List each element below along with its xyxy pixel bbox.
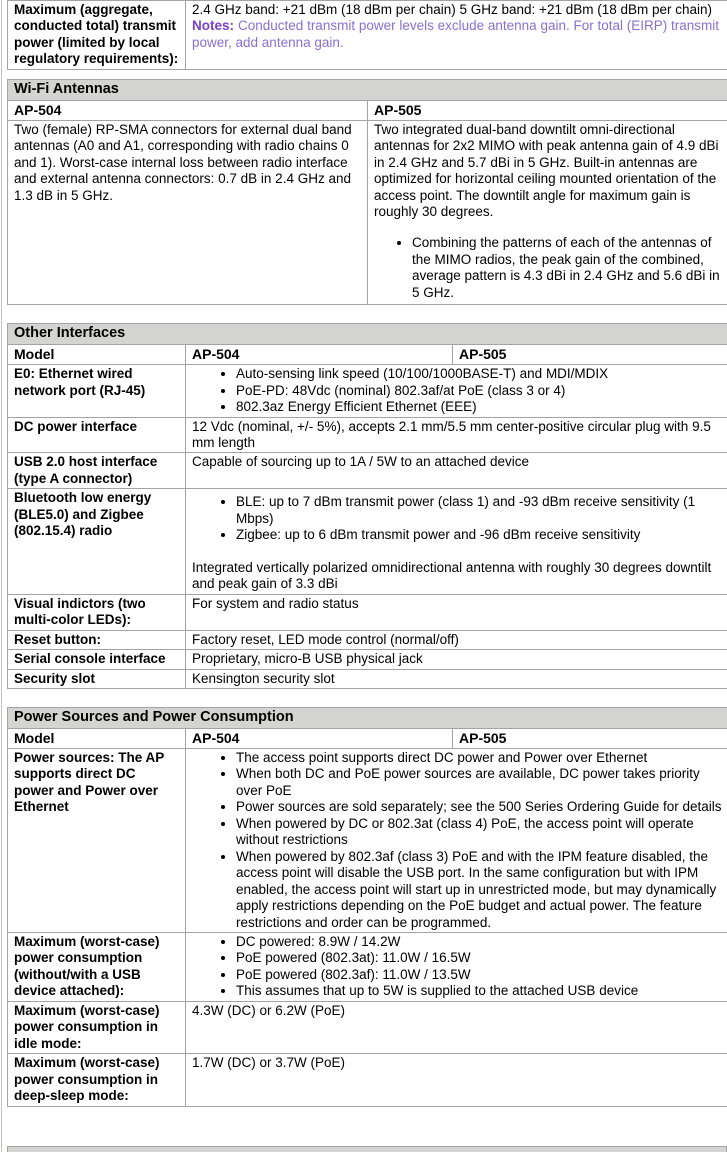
bullet-item: • PoE-PD: 48Vdc (nominal) 802.3af/at PoE (class 3 or 4) [236,383,727,399]
spec-value-cell: Kensington security slot [186,669,727,688]
ap504-antenna-cell [8,120,368,305]
bullet-item: • Power sources are sold separately; see the 500 Series Ordering Guide for details [236,799,727,815]
row-label-dc-power: DC power interface [8,417,186,453]
row-label-power-sources: Power sources: The AP supports direct DC power and Power over Ethernet [8,748,186,932]
row-label-ble-zigbee: Bluetooth low energy (BLE5.0) and Zigbee (802.15.4) radio [8,489,186,594]
transmit-power-value: 2.4 GHz band: +21 dBm (18 dBm per chain) 5 GHz band: +21 dBm (18 dBm per chain) [192,2,713,17]
table-row [8,324,727,345]
transmit-power-table [7,0,727,70]
spec-value-cell [186,489,727,594]
transmit-power-value-cell [186,1,727,70]
row-label-security-slot: Security slot [8,669,186,688]
table-row [8,728,727,748]
bullet-list [192,934,727,1000]
table-row [8,594,727,630]
ap505-antenna-cell [368,120,727,305]
bullet-item: • PoE powered (802.3at): 11.0W / 16.5W [236,950,727,966]
row-label-serial-console: Serial console interface [8,650,186,669]
section-header-other-interfaces: Other Interfaces [8,324,727,345]
row-label-idle-power: Maximum (worst-case) power consumption in idle mode: [8,1001,186,1053]
bullet-list [374,235,727,301]
spec-value-cell: Capable of sourcing up to 1A / 5W to an attached device [186,453,727,489]
table-row [8,1001,727,1053]
spec-value-cell: Factory reset, LED mode control (normal/off) [186,630,727,649]
section-header-power: Power Sources and Power Consumption [8,708,727,729]
table-row [8,1,727,70]
column-header-ap505: AP-505 [453,728,727,748]
note-text [192,18,727,51]
table-row [8,1054,727,1106]
note-body: Conducted transmit power levels exclude antenna gain. For total (EIRP) transmit power, add antenna gain. [192,18,719,50]
section-header-wifi-antennas: Wi-Fi Antennas [8,79,727,100]
bullet-item: • DC powered: 8.9W / 14.2W [236,934,727,950]
table-row [8,120,727,305]
bullet-item: • When powered by 802.3af (class 3) PoE and with the IPM feature disabled, the access point will disable the USB port. In the same configuration but with IPM enabled, the access point will start up in unrestricted mode, but may dynamically apply restrictions depending on the PoE budget and actual power. The feature restrictions and order can be programmed. [236,849,727,931]
spec-document [7,0,727,1107]
column-header-model: Model [8,345,186,365]
table-row [8,453,727,489]
bullet-item: • PoE powered (802.3af): 11.0W / 13.5W [236,967,727,983]
bullet-item: • The access point supports direct DC power and Power over Ethernet [236,750,727,766]
bullet-item: • BLE: up to 7 dBm transmit power (class 1) and -93 dBm receive sensitivity (1 Mbps) [236,494,727,527]
page-left-border [1,0,2,1152]
column-header-model: Model [8,728,186,748]
bullet-list [192,366,727,415]
table-row [8,79,727,100]
column-header-ap504: AP-504 [8,100,368,120]
spec-value-cell: Proprietary, micro-B USB physical jack [186,650,727,669]
table-row [8,345,727,365]
bullet-item: • Zigbee: up to 6 dBm transmit power and -96 dBm receive sensitivity [236,527,727,543]
table-row [8,417,727,453]
row-label-usb: USB 2.0 host interface (type A connector) [8,453,186,489]
spec-value-cell [186,365,727,417]
bullet-item: • 802.3az Energy Efficient Ethernet (EEE) [236,399,727,415]
other-interfaces-table [7,323,727,689]
bullet-list [192,494,727,543]
row-label-reset-button: Reset button: [8,630,186,649]
table-row [8,365,727,417]
ble-antenna-note: Integrated vertically polarized omnidirectional antenna with roughly 30 degrees downtilt and peak gain of 3.3 dBi [192,559,712,592]
spec-value-cell [186,932,727,1001]
bullet-list [192,750,727,931]
spec-value-cell: 12 Vdc (nominal, +/- 5%), accepts 2.1 mm/5.5 mm center-positive circular plug with 9.5 mm length [186,417,727,453]
row-label-visual-indicators: Visual indictors (two multi-color LEDs): [8,594,186,630]
column-header-ap505: AP-505 [453,345,727,365]
bullet-item: • Auto-sensing link speed (10/100/1000BASE-T) and MDI/MDIX [236,366,727,382]
section-gap [7,689,727,707]
section-gap [7,70,727,79]
column-header-ap505: AP-505 [368,100,727,120]
power-table [7,707,727,1107]
ap505-antenna-desc: Two integrated dual-band downtilt omni-directional antennas for 2x2 MIMO with peak antenna gain of 4.9 dBi in 2.4 GHz and 5.7 dBi in 5 GHz. Built-in antennas are optimized for horizontal ceiling mounted orientation of the access point. The downtilt angle for maximum gain is roughly 30 degrees. [374,121,719,219]
bullet-item: • Combining the patterns of each of the antennas of the MIMO radios, the peak gain of the combined, average pattern is 4.3 dBi in 2.4 GHz and 5.6 dBi in 5 GHz. [412,235,727,301]
row-label-transmit-power: Maximum (aggregate, conducted total) transmit power (limited by local regulatory requirements): [8,1,186,70]
note-label: Notes: [192,18,235,34]
bullet-item: • This assumes that up to 5W is supplied to the attached USB device [236,983,727,999]
wifi-antennas-table [7,79,727,305]
table-row [8,748,727,932]
table-row [8,650,727,669]
spec-value-cell: 1.7W (DC) or 3.7W (PoE) [186,1054,727,1106]
table-row [8,932,727,1001]
bullet-item: • When both DC and PoE power sources are available, DC power takes priority over PoE [236,766,727,799]
spec-value-cell [186,748,727,932]
row-label-ethernet: E0: Ethernet wired network port (RJ-45) [8,365,186,417]
column-header-ap504: AP-504 [186,728,453,748]
row-label-max-power-consumption: Maximum (worst-case) power consumption (without/with a USB device attached): [8,932,186,1001]
spec-value-cell: For system and radio status [186,594,727,630]
table-row [8,630,727,649]
table-row [8,489,727,594]
next-section-header-partial [7,1146,727,1152]
spec-value-cell: 4.3W (DC) or 6.2W (PoE) [186,1001,727,1053]
row-label-deep-sleep-power: Maximum (worst-case) power consumption in deep-sleep mode: [8,1054,186,1106]
table-row [8,708,727,729]
table-row [8,100,727,120]
bullet-item: • When powered by DC or 802.3at (class 4) PoE, the access point will operate without restrictions [236,816,727,849]
column-header-ap504: AP-504 [186,345,453,365]
ap504-antenna-desc: Two (female) RP-SMA connectors for external dual band antennas (A0 and A1, corresponding with radio chains 0 and 1). Worst-case internal loss between radio interface and external antenna connectors: 0.7 dB in 2.4 GHz and 1.3 dB in 5 GHz. [14,121,352,203]
table-row [8,669,727,688]
section-gap [7,305,727,323]
